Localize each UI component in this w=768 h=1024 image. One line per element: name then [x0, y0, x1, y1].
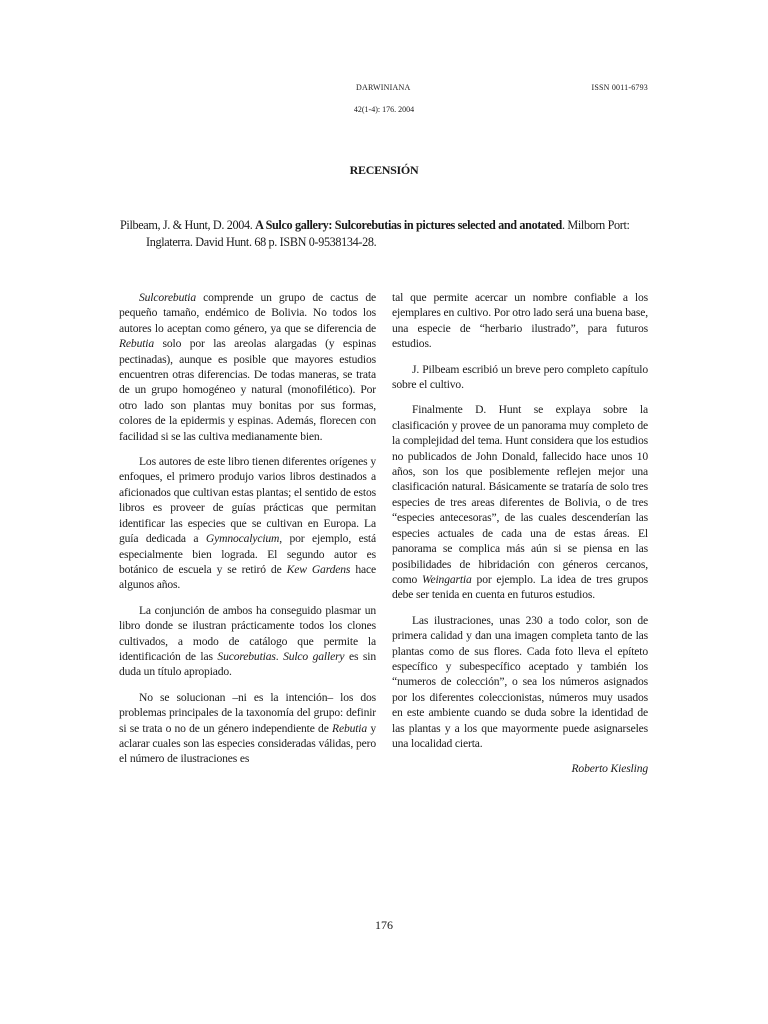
text-run: .: [275, 649, 284, 663]
italic-term: Kew Gardens: [286, 562, 351, 576]
italic-term: Weingartia: [422, 572, 472, 586]
page-number: 176: [375, 918, 393, 932]
issn: ISSN 0011-6793: [591, 83, 648, 92]
left-column: [119, 290, 376, 777]
paragraph: [119, 690, 376, 767]
paragraph: [119, 454, 376, 593]
text-run: y aclarar cuales son las especies consideradas válidas, pero el número de ilustraciones es: [119, 721, 376, 766]
section-title: RECENSIÓN: [349, 163, 419, 177]
text-run: No se solucionan –ni es la intención– los dos problemas principales de la taxonomía del grupo: definir si se trata o no de un género independiente de: [119, 690, 376, 735]
citation-title: A Sulco gallery: Sulcorebutias in pictures selected and anotated: [255, 218, 562, 232]
paragraph: J. Pilbeam escribió un breve pero completo capítulo sobre el cultivo.: [392, 362, 648, 392]
text-run: por ejemplo. La idea de tres grupos debe ser tenida en cuenta en futuros estudios.: [392, 572, 648, 602]
reviewer-signature: Roberto Kiesling: [571, 762, 648, 776]
text-run: comprende un grupo de cactus de pequeño tamaño, endémico de Bolivia. No todos los autores lo aceptan como género, ya que se diferencia de: [119, 291, 376, 335]
paragraph: [119, 603, 376, 680]
text-run: La conjunción de ambos ha conseguido plasmar un libro donde se ilustran prácticamente todos los clones cultivados, a modo de catálogo que permite la identificación de las: [119, 603, 376, 663]
text-run: es sin duda un título apropiado.: [119, 649, 377, 679]
journal-header: [120, 83, 648, 97]
text-run: solo por las areolas alargadas (y espinas pectinadas), aunque es posible que mayores estudios encuentren otras diferencias. De todas maneras, se trata de un grupo homogéneo y natural (monofilético). Por otro lado son plantas muy bonitas por sus formas, colores de la epidermis y espinas. Además, florecen con facilidad si se las cultiva medianamente bien.: [119, 337, 376, 443]
text-run: , por ejemplo, está especialmente bien lograda. El segundo autor es botánico de escuela y se retiró de: [119, 532, 376, 576]
paragraph: Las ilustraciones, unas 230 a todo color, son de primera calidad y dan una imagen completa tanto de las plantas como de sus flores. Cada foto lleva el epíteto específico y subespecífico aceptado y también los “numeros de colección”, o sea los números asignados por los diferentes coleccionistas, números muy usados en este ambiente cuando se duda sobre la identidad de las plantas y a los que mayormente puede asignarseles una localidad cierta.: [392, 613, 648, 750]
paragraph: [119, 290, 376, 444]
italic-term: Sulcorebutia: [139, 291, 197, 304]
right-column: [392, 290, 648, 787]
paragraph: [392, 402, 648, 602]
text-run: Finalmente D. Hunt se explaya sobre la clasificación y provee de un panorama muy completo de la complejidad del tema. Hunt considera que los estudios no publicados de John Donald, fallecido hace unos 10 años, son los que posiblemente reflejen mejor una clasificación natural. Básicamente se trataría de solo tres especies de tres areas diferentes de Bolivia, o de tres “especies antecesoras”, de las cuales descenderían las especies actuales de cada una de estas áreas. El panorama se complica más aún si se piensa en las posibilidades de hibridación con géneros cercanos, como: [392, 403, 648, 586]
citation-publisher: . Milborn Port:: [562, 218, 630, 232]
volume-info: 42(1-4): 176. 2004: [353, 105, 415, 114]
text-run: Los autores de este libro tienen diferentes orígenes y enfoques, el primero produjo varios libros destinados a aficionados que cultivan estas plantas; el sentido de estos libros es proveer de guías prácticas que permitan identificar las especies que se cultivan en Europa. La guía dedicada a: [119, 455, 376, 546]
journal-name: DARWINIANA: [356, 83, 411, 92]
book-citation: [120, 217, 650, 251]
citation-authors: Pilbeam, J. & Hunt, D. 2004.: [120, 218, 256, 232]
paragraph: tal que permite acercar un nombre confiable a los ejemplares en cultivo. Por otro lado será una buena base, una especie de “herbario ilustrado”, para futuros estudios.: [392, 291, 648, 351]
italic-term: Gymnocalycium: [205, 532, 280, 546]
italic-term: Rebutia: [119, 337, 155, 351]
italic-term: Rebutia: [332, 721, 368, 735]
italic-term: Sucorebutias: [217, 649, 276, 663]
italic-term: Sulco gallery: [283, 649, 345, 663]
citation-details: Inglaterra. David Hunt. 68 p. ISBN 0-9538134-28.: [146, 235, 377, 249]
text-run: hace algunos años.: [119, 562, 376, 592]
